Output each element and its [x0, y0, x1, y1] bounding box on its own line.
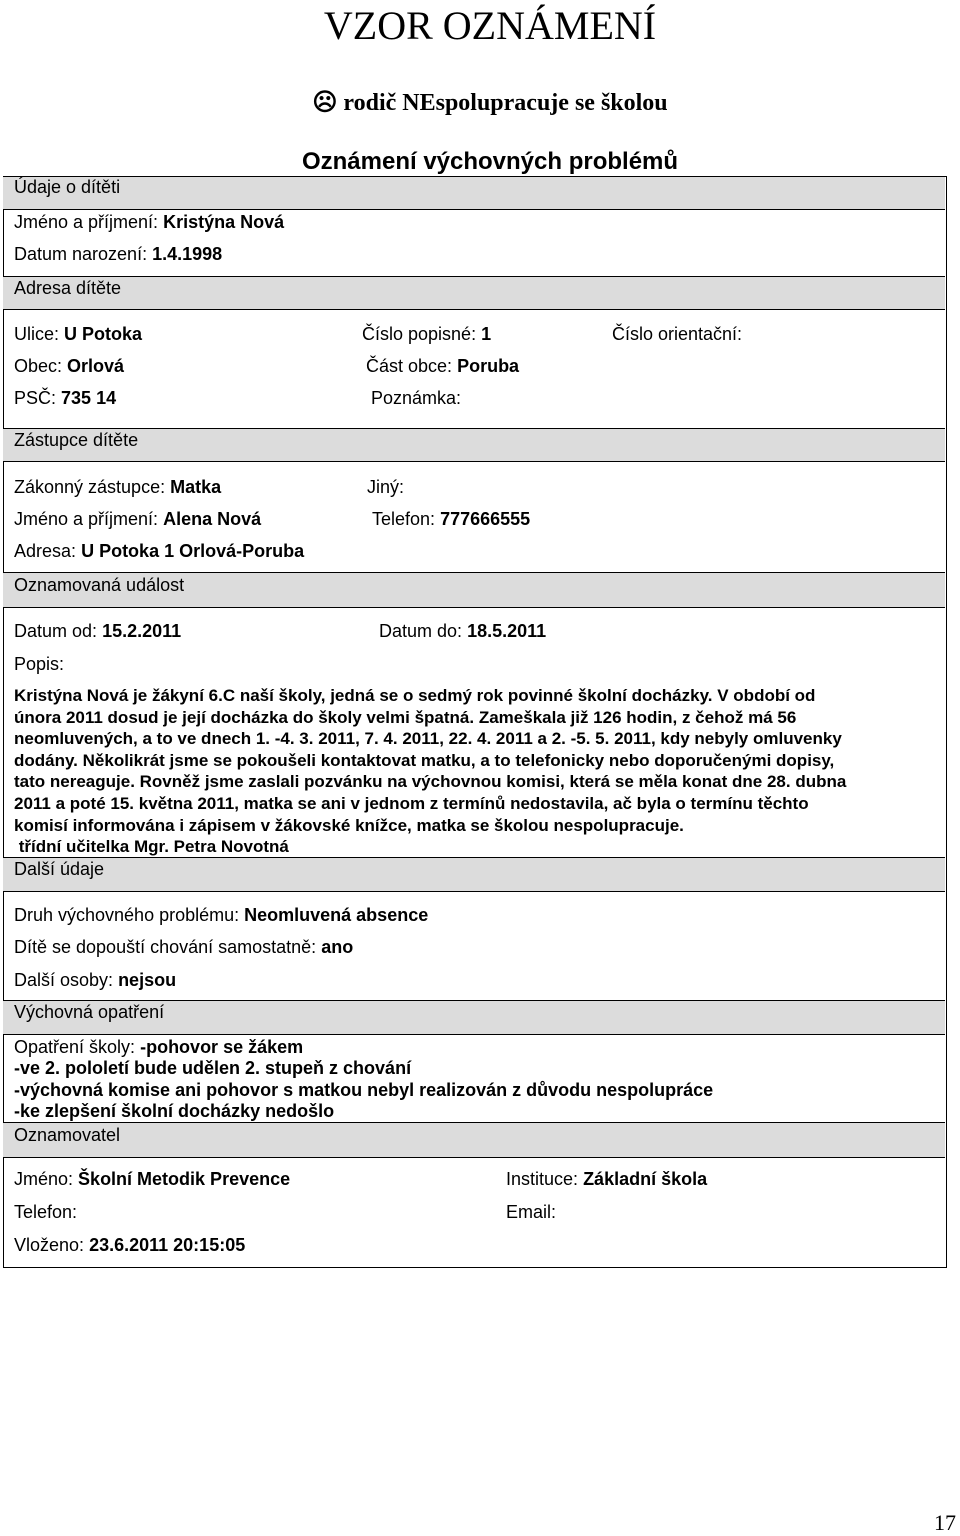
desc-line: 2011 a poté 15. května 2011, matka se ani v jednom z termínů nedostavila, ač byla o termínu těchto: [14, 793, 809, 813]
page-subtitle: [0, 88, 960, 117]
note-label: Poznámka:: [371, 388, 462, 408]
measures-line: -ke zlepšení školní docházky nedošlo: [14, 1101, 335, 1121]
desc-line: dodány. Několikrát jsme se pokoušeli kontaktovat matku, a to telefonicky nebo doporučenými dopisy,: [14, 750, 835, 770]
reporter-email-label: Email:: [506, 1202, 557, 1222]
section-bar-reporter: [3, 1122, 945, 1158]
reporter-institution-value: Základní škola: [583, 1169, 708, 1189]
section-bar-more: [3, 857, 945, 892]
rep-other-label: Jiný:: [367, 477, 405, 497]
section-bar-representative: [3, 428, 945, 462]
rep-addr-value: U Potoka 1 Orlová-Poruba: [81, 541, 305, 561]
reporter-name-value: Školní Metodik Prevence: [78, 1169, 291, 1189]
city-label: Obec:: [14, 356, 63, 376]
measures-label: Opatření školy:: [14, 1037, 136, 1057]
event-description: [14, 685, 944, 858]
more-others-row: [14, 970, 176, 991]
reporter-submitted-value: 23.6.2011 20:15:05: [89, 1235, 246, 1255]
section-more-title: Další údaje: [14, 859, 105, 879]
more-others-label: Další osoby:: [14, 970, 114, 990]
houseno-value: 1: [481, 324, 492, 344]
reporter-name-row: [14, 1169, 290, 1190]
more-type-label: Druh výchovného problému:: [14, 905, 240, 925]
child-name-row: [14, 212, 284, 233]
section-bar-address: [3, 276, 945, 310]
address-zip-row: [14, 388, 116, 409]
reporter-phone-label: Telefon:: [14, 1202, 78, 1222]
desc-line: Kristýna Nová je žákyní 6.C naší školy, jedná se o sedmý rok povinné školní docházky. V období od: [14, 686, 816, 705]
measures-line: -výchovná komise ani pohovor s matkou nebyl realizován z důvodu nespolupráce: [14, 1080, 714, 1100]
page-title: VZOR OZNÁMENÍ: [323, 3, 657, 48]
desc-line: února 2011 dosud je její docházka do školy velmi špatná. Zameškala již 126 hodin, z čehož má 56: [14, 707, 797, 727]
zip-label: PSČ:: [14, 388, 57, 408]
event-to-row: [379, 621, 546, 642]
rep-legal-row: [14, 477, 221, 498]
reporter-name-label: Jméno:: [14, 1169, 74, 1189]
rep-phone-value: 777666555: [440, 509, 531, 529]
district-value: Poruba: [457, 356, 520, 376]
reporter-institution-label: Instituce:: [506, 1169, 579, 1189]
city-value: Orlová: [67, 356, 125, 376]
subtitle-text: rodič NEspolupracuje se školou: [343, 90, 668, 116]
section-address-title: Adresa dítěte: [14, 278, 122, 298]
more-independent-value: ano: [321, 937, 354, 957]
form-title: Oznámení výchovných problémů: [301, 148, 679, 175]
more-independent-label: Dítě se dopouští chování samostatně:: [14, 937, 317, 957]
desc-line: komisí informována i zápisem v žákovské knížce, matka se školou nespolupracuje.: [14, 815, 684, 835]
street-label: Ulice:: [14, 324, 60, 344]
address-houseno-row: [362, 324, 491, 345]
rep-addr-label: Adresa:: [14, 541, 77, 561]
address-city-row: [14, 356, 124, 377]
desc-line: tato nereaguje. Rovněž jsme zaslali pozvánku na výchovnou komisi, která se měla konat dne 28. dubna: [14, 772, 847, 792]
page-number: 17: [934, 1510, 956, 1535]
event-desc-label: Popis:: [14, 654, 65, 674]
rep-name-row: [14, 509, 261, 530]
desc-line: neomluvených, a to ve dnech 1. -4. 3. 2011, 7. 4. 2011, 22. 4. 2011 a 2. -5. 5. 2011, kdy nebyly omluvenky: [14, 729, 842, 749]
event-from-value: 15.2.2011: [102, 621, 182, 641]
reporter-institution-row: [506, 1169, 707, 1190]
rep-phone-row: [372, 509, 530, 530]
desc-line: třídní učitelka Mgr. Petra Novotná: [14, 837, 289, 857]
reporter-submitted-label: Vloženo:: [14, 1235, 85, 1255]
zip-value: 735 14: [61, 388, 117, 408]
reporter-submitted-row: [14, 1235, 245, 1256]
section-reporter-title: Oznamovatel: [14, 1125, 121, 1145]
section-child-title: Údaje o dítěti: [14, 177, 121, 197]
rep-name-value: Alena Nová: [163, 509, 262, 529]
section-measures-title: Výchovná opatření: [14, 1002, 165, 1022]
address-district-row: [366, 356, 519, 377]
section-bar-child: [3, 176, 945, 210]
child-dob-value: 1.4.1998: [152, 244, 223, 264]
child-name-label: Jméno a příjmení:: [14, 212, 159, 232]
child-dob-row: [14, 244, 222, 265]
event-from-row: [14, 621, 181, 642]
more-independent-row: [14, 937, 353, 958]
section-representative-title: Zástupce dítěte: [14, 430, 139, 450]
measures-line: -pohovor se žákem: [140, 1037, 304, 1057]
more-others-value: nejsou: [118, 970, 177, 990]
measures-row-1: [14, 1037, 303, 1059]
rep-name-label: Jméno a příjmení:: [14, 509, 159, 529]
event-to-label: Datum do:: [379, 621, 463, 641]
event-to-value: 18.5.2011: [467, 621, 547, 641]
rep-legal-label: Zákonný zástupce:: [14, 477, 166, 497]
street-value: U Potoka: [64, 324, 143, 344]
measures-line: -ve 2. pololetí bude udělen 2. stupeň z chování: [14, 1058, 412, 1078]
section-event-title: Oznamovaná událost: [14, 575, 185, 595]
rep-legal-value: Matka: [170, 477, 222, 497]
event-from-label: Datum od:: [14, 621, 98, 641]
more-type-row: [14, 905, 428, 926]
rep-phone-label: Telefon:: [372, 509, 436, 529]
address-street-row: [14, 324, 142, 345]
orient-no-label: Číslo orientační:: [612, 324, 743, 344]
child-dob-label: Datum narození:: [14, 244, 148, 264]
more-type-value: Neomluvená absence: [244, 905, 429, 925]
district-label: Část obce:: [366, 356, 453, 376]
child-name-value: Kristýna Nová: [163, 212, 285, 232]
rep-addr-row: [14, 541, 304, 562]
houseno-label: Číslo popisné:: [362, 324, 477, 344]
sad-face-icon: ☹: [312, 90, 338, 116]
